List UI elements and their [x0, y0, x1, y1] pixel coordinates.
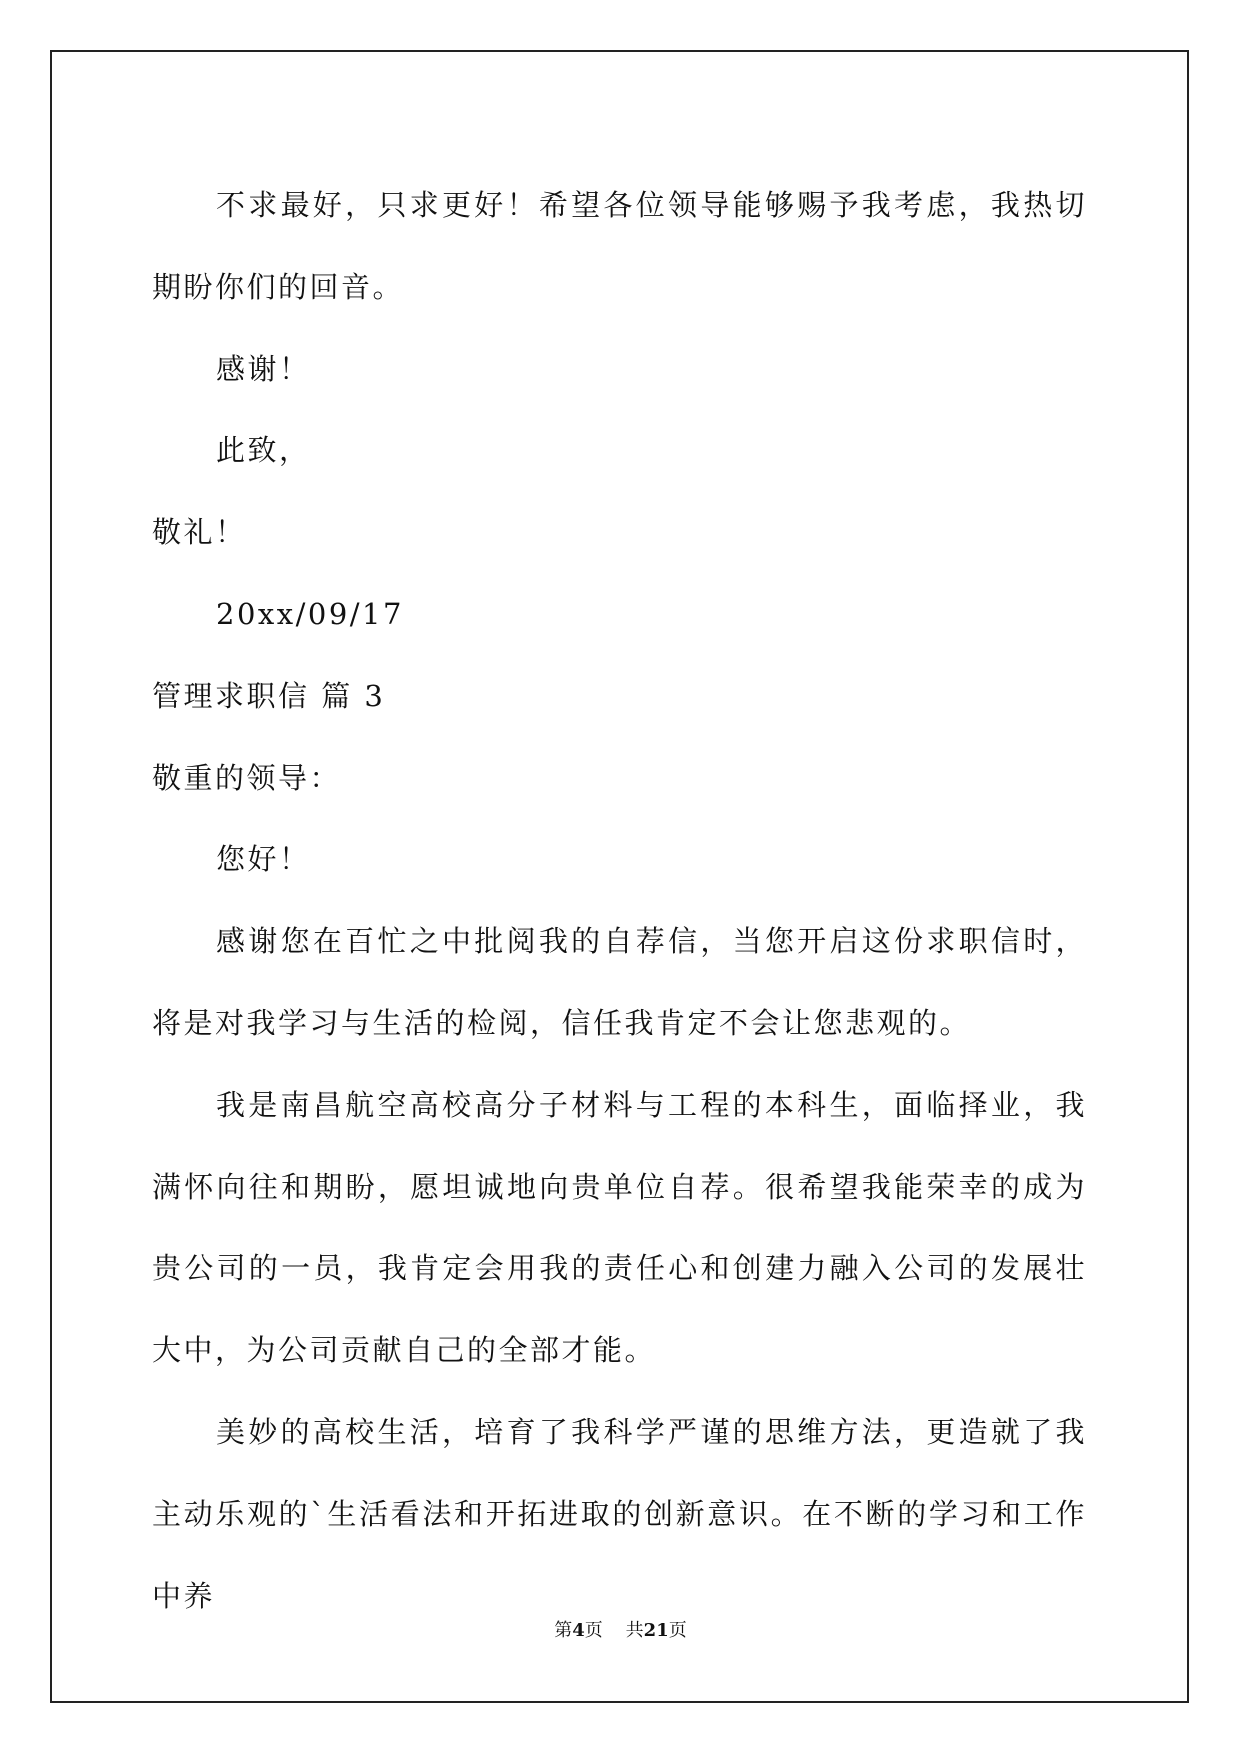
footer-page-suffix: 页	[584, 1620, 603, 1641]
paragraph: 我是南昌航空高校高分子材料与工程的本科生，面临择业，我满怀向往和期盼，愿坦诚地向贵单位自荐。很希望我能荣幸的成为贵公司的一员，我肯定会用我的责任心和创建力融入公司的发展壮大中，为公司贡献自己的全部才能。	[152, 1087, 1087, 1368]
paragraph: 感谢您在百忙之中批阅我的自荐信，当您开启这份求职信时，将是对我学习与生活的检阅，信任我肯定不会让您悲观的。	[152, 924, 1087, 1040]
paragraph: 不求最好，只求更好！希望各位领导能够赐予我考虑，我热切期盼你们的回音。	[152, 188, 1087, 304]
paragraph: 敬礼！	[152, 515, 247, 550]
greeting: 您好！	[216, 842, 311, 877]
paragraph: 感谢！	[216, 351, 311, 386]
date-line: 20xx/09/17	[216, 596, 404, 631]
salutation: 敬重的领导：	[152, 760, 342, 795]
footer-page-number: 4	[572, 1620, 585, 1641]
footer-total-suffix: 页	[668, 1620, 687, 1641]
paragraph: 美妙的高校生活，培育了我科学严谨的思维方法，更造就了我主动乐观的`生活看法和开拓进取的创新意识。在不断的学习和工作中养	[152, 1414, 1087, 1613]
footer-total-prefix: 共	[625, 1620, 644, 1641]
section-heading: 管理求职信 篇 3	[152, 678, 386, 713]
paragraph: 此致，	[216, 433, 311, 468]
footer-prefix: 第	[554, 1620, 573, 1641]
footer-total-pages: 21	[643, 1620, 669, 1641]
page-footer	[0, 1616, 1241, 1642]
document-body	[152, 165, 1087, 1637]
